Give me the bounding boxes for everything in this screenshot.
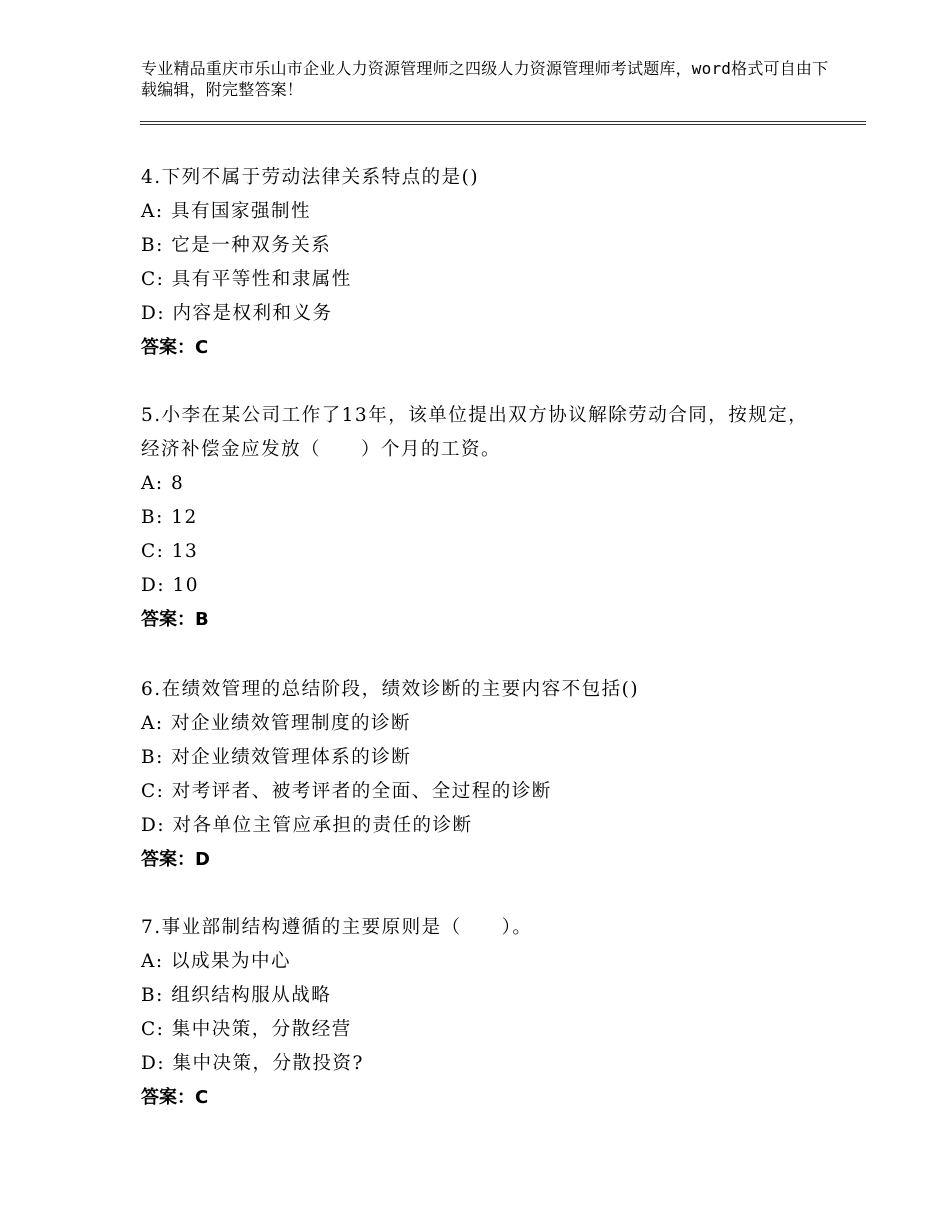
header-divider-bottom <box>140 124 866 125</box>
answer: 答案：B <box>141 609 209 630</box>
question-stem: 7.事业部制结构遵循的主要原则是（ ）。 <box>141 917 533 938</box>
option-b: B: 它是一种双务关系 <box>141 235 332 256</box>
option-b: B: 对企业绩效管理体系的诊断 <box>141 747 412 768</box>
question-stem: 6.在绩效管理的总结阶段，绩效诊断的主要内容不包括() <box>141 679 640 700</box>
question-7 <box>141 911 821 1115</box>
option-a: A: 以成果为中心 <box>141 951 291 972</box>
option-a: A: 具有国家强制性 <box>141 201 311 222</box>
option-c: C: 13 <box>141 541 199 562</box>
option-a: A: 对企业绩效管理制度的诊断 <box>141 713 411 734</box>
option-d: D: 集中决策，分散投资? <box>141 1053 364 1074</box>
option-b: B: 12 <box>141 507 198 528</box>
question-5 <box>141 399 821 637</box>
option-c: C: 对考评者、被考评者的全面、全过程的诊断 <box>141 781 552 802</box>
answer: 答案：D <box>141 849 210 870</box>
option-b: B: 组织结构服从战略 <box>141 985 332 1006</box>
option-d: D: 对各单位主管应承担的责任的诊断 <box>141 815 473 836</box>
question-stem: 4.下列不属于劳动法律关系特点的是() <box>141 167 480 188</box>
header-divider-top <box>140 121 866 122</box>
answer: 答案：C <box>141 337 209 358</box>
question-4 <box>141 161 821 365</box>
question-6 <box>141 673 821 877</box>
option-d: D: 内容是权利和义务 <box>141 303 333 324</box>
option-c: C: 具有平等性和隶属性 <box>141 269 352 290</box>
answer: 答案：C <box>141 1087 209 1108</box>
document-header: 专业精品重庆市乐山市企业人力资源管理师之四级人力资源管理师考试题库，word格式可自由下载编辑，附完整答案！ <box>141 59 829 99</box>
option-d: D: 10 <box>141 575 199 596</box>
option-a: A: 8 <box>141 473 185 494</box>
question-stem: 5.小李在某公司工作了13年，该单位提出双方协议解除劳动合同，按规定，经济补偿金应发放（ ）个月的工资。 <box>141 405 809 460</box>
option-c: C: 集中决策，分散经营 <box>141 1019 352 1040</box>
